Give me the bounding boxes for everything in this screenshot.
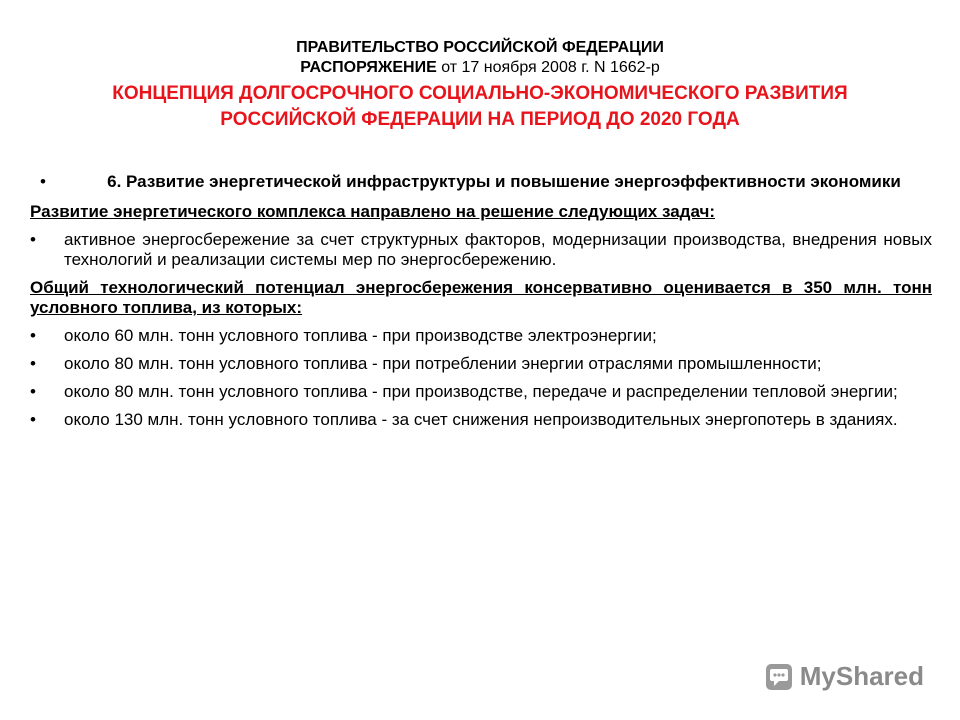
list-item [30,230,932,270]
document-body [30,172,932,438]
concept-title [0,81,960,133]
potential-subheading: Общий технологический потенциал энергосбережения консервативно оценивается в 350 млн. тонн условного топлива, из которых: [30,278,932,317]
list-item [30,354,932,374]
list-item [30,382,932,402]
order-line [0,58,960,78]
list-item [30,410,932,430]
government-heading: ПРАВИТЕЛЬСТВО РОССИЙСКОЙ ФЕДЕРАЦИИ [296,39,664,56]
list-item [30,326,932,346]
potential-item-text: около 130 млн. тонн условного топлива - за счет снижения непроизводительных энергопотерь в зданиях. [64,410,898,429]
bullet-marker: • [30,326,36,345]
bullet-marker: • [30,354,36,373]
section-title: 6. Развитие энергетической инфраструктуры и повышение энергоэффективности экономики [107,172,901,191]
bullet-marker: • [40,172,46,191]
section-heading [40,172,932,192]
myshared-logo-icon [764,662,794,692]
potential-item-text: около 60 млн. тонн условного топлива - при производстве электроэнергии; [64,326,657,345]
concept-title-line-2: РОССИЙСКОЙ ФЕДЕРАЦИИ НА ПЕРИОД ДО 2020 ГОДА [220,109,740,130]
order-details: от 17 ноября 2008 г. N 1662-р [441,59,660,76]
bullet-marker: • [30,410,36,429]
document-header [0,38,960,133]
bullet-marker: • [30,230,36,249]
myshared-watermark[interactable] [764,661,924,692]
watermark-text: MyShared [799,661,924,691]
potential-item-text: около 80 млн. тонн условного топлива - при потреблении энергии отраслями промышленности; [64,354,822,373]
concept-title-line-1: КОНЦЕПЦИЯ ДОЛГОСРОЧНОГО СОЦИАЛЬНО-ЭКОНОМИЧЕСКОГО РАЗВИТИЯ [112,83,848,104]
order-prefix: РАСПОРЯЖЕНИЕ [300,59,437,76]
tasks-subheading: Развитие энергетического комплекса направлено на решение следующих задач: [30,202,716,221]
task-text: активное энергосбережение за счет структурных факторов, модернизации производства, внедрения новых технологий и реализации системы мер по энергосбережению. [64,230,932,269]
bullet-marker: • [30,382,36,401]
potential-item-text: около 80 млн. тонн условного топлива - при производстве, передаче и распределении тепловой энергии; [64,382,898,401]
